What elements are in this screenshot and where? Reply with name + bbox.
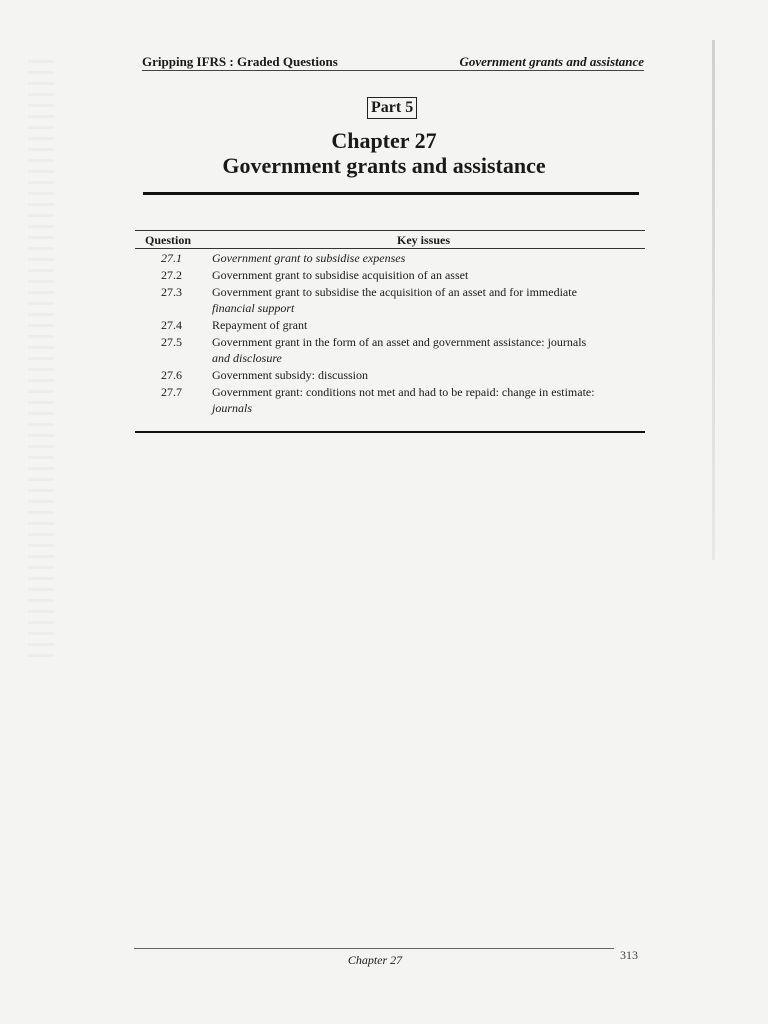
question-number: 27.3 <box>161 285 182 299</box>
key-issue: Government grant: conditions not met and had to be repaid: change in estimate: <box>212 385 595 399</box>
table-row <box>135 334 645 366</box>
questions-table <box>135 232 645 416</box>
key-issue-continuation: financial support <box>212 301 295 315</box>
table-top-rule <box>135 230 645 231</box>
table-row <box>135 384 645 416</box>
title-divider <box>143 192 639 195</box>
header-chapter-title: Government grants and assistance <box>459 54 644 69</box>
page-number: 313 <box>620 948 638 962</box>
key-issue: Government grant to subsidise acquisition of an asset <box>212 268 469 282</box>
scan-artifact-right <box>712 40 715 560</box>
question-number: 27.7 <box>161 385 182 399</box>
footer-rule <box>134 948 614 949</box>
key-issue-continuation: and disclosure <box>212 351 282 365</box>
key-issue: Government grant in the form of an asset and government assistance: journals <box>212 335 587 349</box>
question-number: 27.2 <box>161 268 182 282</box>
question-number: 27.4 <box>161 318 182 332</box>
key-issue: Government grant to subsidise expenses <box>212 251 406 265</box>
running-header <box>142 52 644 71</box>
key-issue: Government grant to subsidise the acquisition of an asset and for immediate <box>212 285 577 299</box>
question-number: 27.1 <box>161 251 182 265</box>
header-question: Question <box>145 233 192 247</box>
key-issue: Government subsidy: discussion <box>212 368 368 382</box>
question-number: 27.5 <box>161 335 182 349</box>
header-key-issues: Key issues <box>397 233 451 247</box>
key-issue: Repayment of grant <box>212 318 308 332</box>
table-row <box>135 267 645 283</box>
table-row <box>135 250 645 266</box>
table-header-row <box>135 232 645 249</box>
table-row <box>135 367 645 383</box>
table-row <box>135 284 645 316</box>
header-book-title: Gripping IFRS : Graded Questions <box>142 54 338 69</box>
table-body <box>135 250 645 416</box>
footer-chapter: Chapter 27 <box>347 953 403 967</box>
table-row <box>135 317 645 333</box>
question-number: 27.6 <box>161 368 182 382</box>
table-bottom-rule <box>135 431 645 433</box>
chapter-number: Chapter 27 <box>331 128 437 153</box>
part-label: Part 5 <box>367 97 417 119</box>
chapter-title: Government grants and assistance <box>222 153 546 178</box>
key-issue-continuation: journals <box>212 401 253 415</box>
